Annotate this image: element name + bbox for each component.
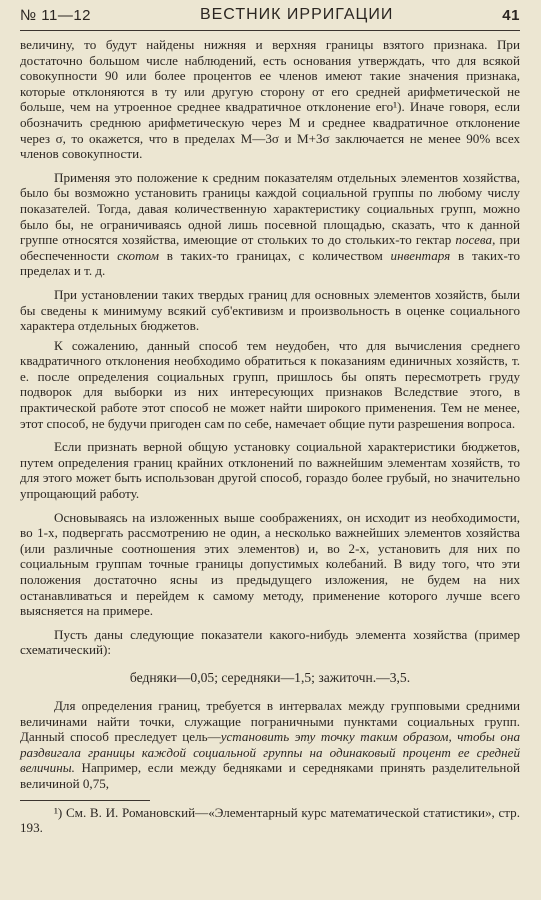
text-run: При установлении таких твердых границ для основных элементов хозяйств, были бы сведены к минимуму всякий суб'ективизм и произвольность в оценке социального характера отдельных бюджетов. (20, 286, 520, 334)
paragraph (20, 439, 520, 501)
text-run: Применяя это положение к средним показателям отдельных элементов хозяйства, было бы возможно установить границы каждой социальной группы по любому числу показателей. Тогда, давая количественную характеристику социальных групп, можно было бы, не ограничиваясь одной лишь посевной площадью, сказать, что к данной группе относятся хозяйства, имеющие от стольких то до стольких-то гектар (20, 169, 520, 248)
article-body (20, 37, 520, 836)
text-run: К сожалению, данный способ тем неудобен, что для вычисления среднего квадратичного отклонения необходимо обратиться к показаниям единичных хозяйств, т. е. после определения социальных групп, пришлось бы опять пересмотреть груду подворок для выборки из них интересующих признаков Вследствие этого, в практической работе этот способ не может найти широкого применения. Тем не менее, этот способ, не будучи пригоден сам по себе, намечает общие пути разрешения вопроса. (20, 337, 520, 431)
page-header (20, 0, 520, 31)
text-run: в таких-то границах, с количеством (158, 247, 391, 263)
paragraph-last (20, 698, 520, 792)
italic-text: установить эту точку таким образом, чтобы она раздвигала границы каждой социальной группы на одинаковый процент ее средней величины. (20, 729, 520, 776)
issue-number: № 11—12 (20, 6, 92, 24)
text-run: Например, если между бедняками и середняками принять разделительной величиной 0,75, (20, 760, 520, 791)
footnote-divider (20, 800, 150, 801)
journal-title: ВЕСТНИК ИРРИГАЦИИ (199, 6, 394, 23)
footnote: ¹) См. В. И. Романовский—«Элементарный курс математической статистики», стр. 193. (20, 804, 520, 836)
paragraph (20, 627, 520, 658)
italic-text: инвентаря (390, 247, 451, 263)
text-run: Основываясь на изложенных выше соображениях, он исходит из необходимости, во 1-х, подвергать рассмотрению не один, а несколько важнейших элементов хозяйства (или различные соотношения этих элементов) и, во 2-х, установить для них по социальным группам точные границы допустимых колебаний. В виду того, что эти положения достаточно ясны из предыдущего изложения, не будем на них останавливаться и перейдем к самому методу, применение которого лучше всего выясняется на примере. (20, 509, 520, 619)
text-run: Пусть даны следующие показатели какого-нибудь элемента хозяйства (пример схематический): (20, 626, 520, 658)
italic-text: скотом (117, 247, 159, 263)
paragraph (20, 338, 520, 432)
paragraph (20, 287, 520, 334)
paragraph (20, 37, 520, 162)
text-run: величину, то будут найдены нижняя и верхняя границы взятого признака. При достаточно большом числе наблюдений, есть основания утверждать, что для всякой совокупности 90 или более процентов ее членов имеют такие значения признака, которые отклоняются в ту или другую сторону от его средней арифметической не больше, чем на утроенное среднее квадратичное отклонение его¹). Иначе говоря, если обозначить среднюю арифметическую через M и среднее квадратичное отклонение через σ, то окажется, что в пределах M—3σ и M+3σ заключается не менее 90% всех членов совокупности. (20, 37, 520, 162)
paragraph (20, 510, 520, 619)
text-run: Если признать верной общую установку социальной характеристики бюджетов, путем определения границ крайних отклонений по важнейшим элементам хозяйств, то для этого может быть использован другой способ, гораздо более грубый, но значительно упрощающий работу. (20, 439, 520, 502)
page-number: 41 (502, 6, 520, 24)
text-run: Для определения границ, требуется в интервалах между групповыми средними величинами найти точки, служащие пограничными пунктами социальных групп. Данный способ преследует цель— (20, 697, 520, 745)
text-run: , при обеспеченности (20, 232, 521, 263)
text-run: в таких-то пределах и т. д. (20, 247, 521, 279)
italic-text: посева (455, 232, 493, 248)
formula: бедняки—0,05; середняки—1,5; зажиточн.—3,5. (129, 669, 411, 685)
paragraph (20, 170, 520, 279)
